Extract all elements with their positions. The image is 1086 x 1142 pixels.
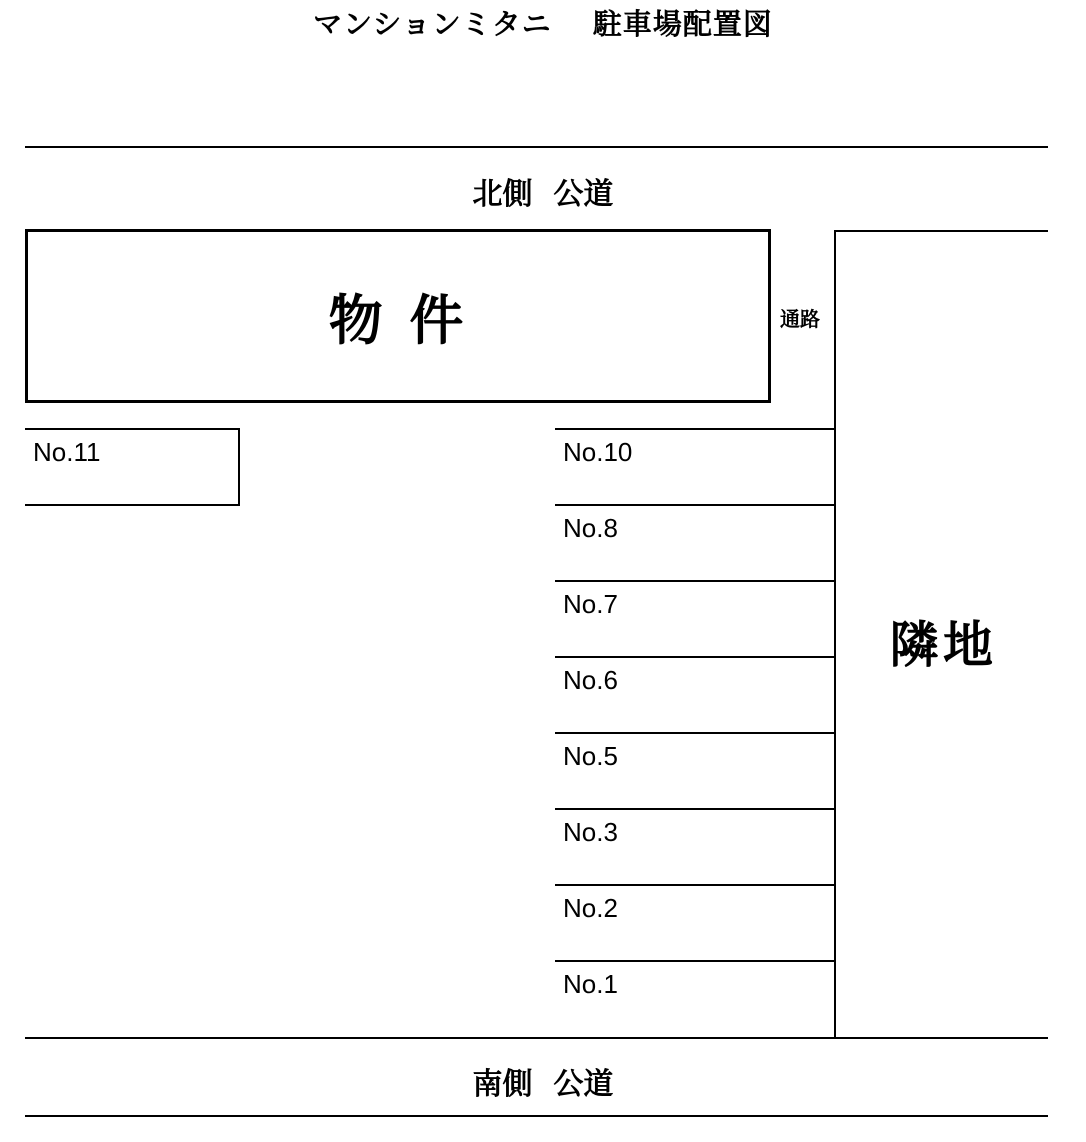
space-row-line (555, 656, 835, 658)
passage-label: 通路 (780, 307, 820, 331)
building-label: 物 件 (328, 288, 468, 352)
north-road-line (25, 146, 1048, 148)
parking-space-label: No.1 (563, 969, 618, 999)
space-11-bottom-line (25, 504, 240, 506)
parking-space-label: No.5 (563, 741, 618, 771)
space-11-right-line (238, 428, 240, 506)
space-row-line (555, 808, 835, 810)
parking-space-label: No.2 (563, 893, 618, 923)
south-road-label: 南側 公道 (472, 1067, 614, 1102)
north-road-label: 北側 公道 (472, 177, 614, 212)
space-row-line (555, 428, 835, 430)
parking-space-11-label: No.11 (33, 437, 101, 467)
parking-space-label: No.10 (563, 437, 633, 467)
neighbor-left-line (834, 230, 836, 1038)
neighbor-top-line (834, 230, 1048, 232)
space-row-line (555, 580, 835, 582)
parking-space-label: No.8 (563, 513, 618, 543)
space-row-line (555, 732, 835, 734)
space-row-line (555, 504, 835, 506)
south-road-top-line (25, 1037, 1048, 1039)
parking-space-label: No.7 (563, 589, 618, 619)
parking-space-label: No.6 (563, 665, 618, 695)
parking-space-label: No.3 (563, 817, 618, 847)
page-title: マンションミタニ 駐車場配置図 (313, 7, 773, 41)
south-road-bottom-line (25, 1115, 1048, 1117)
space-row-line (555, 960, 835, 962)
space-row-line (555, 884, 835, 886)
space-11-top-line (25, 428, 240, 430)
neighbor-label: 隣地 (889, 616, 997, 674)
